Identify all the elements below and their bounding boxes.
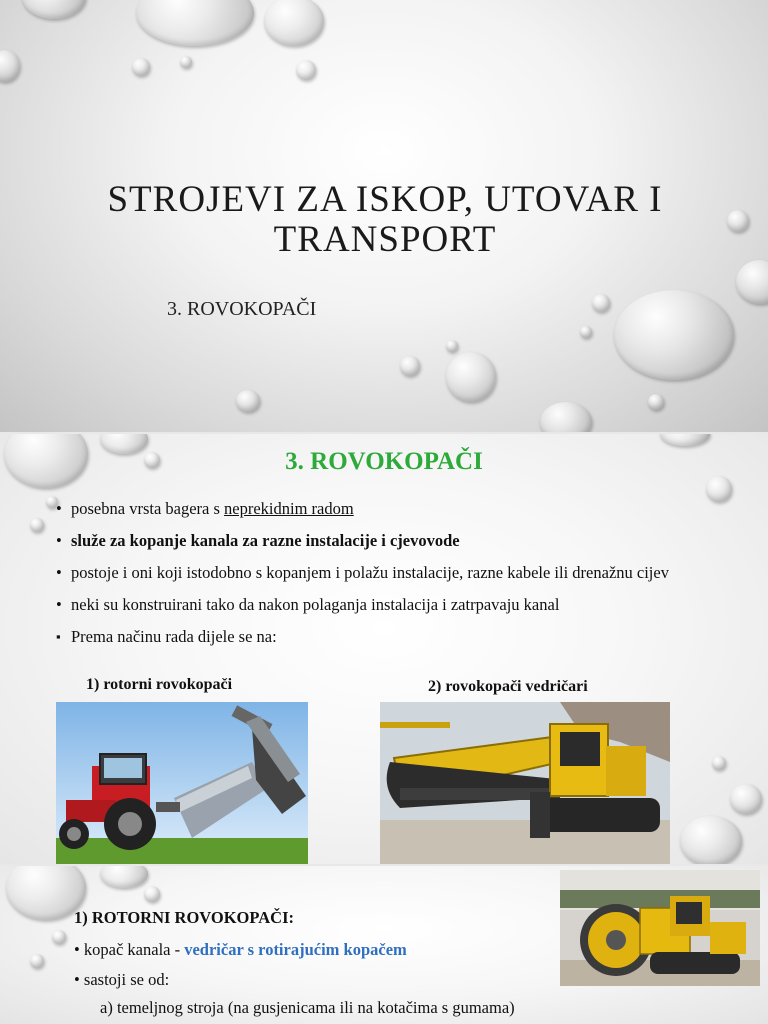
list-item (56, 498, 696, 519)
water-drop-decoration (580, 326, 592, 338)
slide-title: STROJEVI ZA ISKOP, UTOVAR I TRANSPORT (107, 179, 663, 260)
water-drop-decoration (446, 352, 496, 402)
water-drop-decoration (706, 476, 732, 502)
water-drop-decoration (592, 294, 610, 312)
water-drop-decoration (264, 0, 324, 46)
water-drop-decoration (144, 886, 160, 902)
water-drop-decoration (100, 866, 148, 888)
water-drop-decoration (540, 402, 592, 432)
water-drop-decoration (132, 58, 150, 76)
water-drop-decoration (648, 394, 664, 410)
water-drop-decoration (614, 290, 734, 380)
slide-heading: 3. ROVOKOPAČI (285, 448, 483, 475)
rotary-trencher-photo (56, 702, 308, 864)
bullet-text: postoje i oni koji istodobno s kopanjem i polažu instalacije, razne kabele ili drenažnu cijev (71, 563, 669, 582)
title-slide (0, 0, 768, 432)
list-item (74, 970, 169, 990)
water-drop-decoration (52, 930, 66, 944)
list-item (74, 940, 407, 960)
square-bullet-icon: ▪ (56, 629, 61, 644)
chain-trencher-photo (380, 702, 670, 864)
water-drop-decoration (0, 50, 20, 82)
type-label-vedricari: 2) rovokopači vedričari (428, 678, 588, 695)
water-drop-decoration (296, 60, 316, 80)
rotary-wheel-trencher-photo (560, 870, 760, 986)
underlined-term: neprekidnim radom (224, 499, 354, 518)
water-drop-decoration (236, 390, 260, 412)
water-drop-decoration (400, 356, 420, 376)
water-drop-decoration (730, 784, 762, 814)
bullet-text: kopač kanala - (83, 940, 185, 959)
water-drop-decoration (660, 434, 710, 446)
bullet-list (56, 498, 696, 658)
water-drop-decoration (22, 0, 86, 19)
list-item (56, 594, 696, 615)
water-drop-decoration (30, 954, 44, 968)
water-drop-decoration (736, 260, 768, 304)
water-drop-decoration (446, 340, 458, 352)
bullet-icon: • (56, 499, 62, 518)
slide-subtitle: 3. ROVOKOPAČI (167, 298, 317, 320)
content-slide-rovokopaci (0, 434, 768, 864)
water-drop-decoration (727, 210, 749, 232)
bullet-icon: • (74, 970, 80, 989)
content-slide-rotorni (0, 866, 768, 1024)
bullet-icon: • (74, 940, 80, 959)
bullet-text: sastoji se od: (83, 970, 170, 989)
section-heading: 1) ROTORNI ROVOKOPAČI: (74, 908, 294, 927)
bullet-icon: • (56, 531, 62, 550)
water-drop-decoration (180, 56, 192, 68)
water-drop-decoration (136, 0, 254, 46)
water-drop-decoration (30, 518, 44, 532)
list-item (56, 562, 696, 583)
sub-list-item: a) temeljnog stroja (na gusjenicama ili na kotačima s gumama) (100, 998, 515, 1017)
rotary-trencher-image (56, 702, 308, 864)
bullet-text: služe za kopanje kanala za razne instalacije i cjevovode (71, 531, 460, 550)
water-drop-decoration (712, 756, 726, 770)
list-item (56, 626, 696, 647)
water-drop-decoration (680, 816, 742, 864)
bullet-text: neki su konstruirani tako da nakon polaganja instalacija i zatrpavaju kanal (71, 595, 560, 614)
list-item (56, 530, 696, 551)
bullet-text: Prema načinu rada dijele se na: (71, 627, 277, 646)
highlighted-term: vedričar s rotirajućim kopačem (184, 940, 407, 959)
bullet-icon: • (56, 563, 62, 582)
type-label-rotorni: 1) rotorni rovokopači (86, 676, 233, 693)
bullet-icon: • (56, 595, 62, 614)
chain-trencher-image (380, 702, 670, 864)
bullet-text: posebna vrsta bagera s (71, 499, 225, 518)
rotary-wheel-trencher-image (560, 870, 760, 986)
